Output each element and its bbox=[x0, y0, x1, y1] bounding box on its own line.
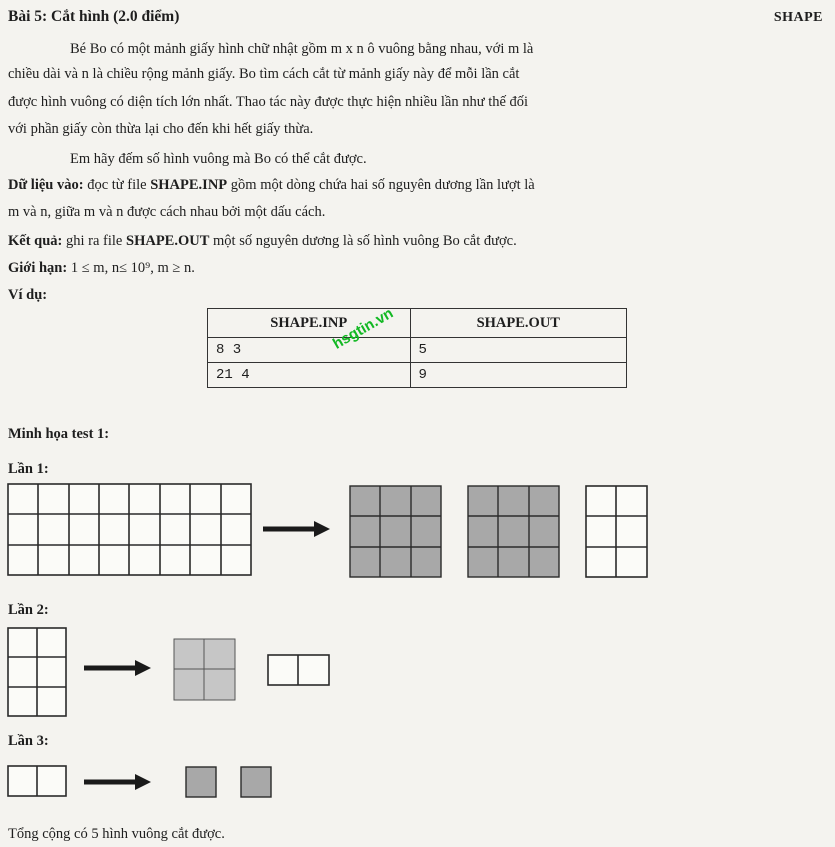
paragraph-line: được hình vuông có diện tích lớn nhất. Thao tác này được thực hiện nhiều lần như thế đối bbox=[8, 94, 529, 110]
problem-code: SHAPE bbox=[773, 10, 823, 25]
table-cell: 8 3 bbox=[208, 338, 411, 363]
shaded-square-2x2 bbox=[174, 639, 235, 700]
table-cell: 5 bbox=[410, 338, 626, 363]
arrow-icon bbox=[84, 774, 151, 790]
illustration-title: Minh họa test 1: bbox=[8, 426, 110, 442]
total-summary: Tổng cộng có 5 hình vuông cắt được. bbox=[8, 826, 225, 842]
table-header-cell: SHAPE.INP bbox=[208, 309, 411, 338]
shaded-square-1x1 bbox=[186, 767, 216, 797]
input-text: đọc từ file bbox=[83, 177, 151, 193]
arrow-icon bbox=[263, 521, 330, 537]
grid-8x3 bbox=[8, 484, 251, 575]
limit-text: 1 ≤ m, n≤ 10⁹, m ≥ n. bbox=[67, 260, 195, 276]
paragraph-question: Em hãy đếm số hình vuông mà Bo có thể cắt được. bbox=[70, 151, 367, 167]
table-cell: 21 4 bbox=[208, 363, 411, 388]
remaining-grid-2x3 bbox=[586, 486, 647, 577]
shaded-square-3x3 bbox=[350, 486, 441, 577]
remaining-grid-2x1 bbox=[268, 655, 329, 685]
input-text: gồm một dòng chứa hai số nguyên dương lần lượt là bbox=[227, 177, 535, 193]
step-label: Lần 2: bbox=[8, 602, 49, 618]
table-cell: 9 bbox=[410, 363, 626, 388]
input-filename: SHAPE.INP bbox=[150, 177, 228, 193]
output-text: một số nguyên dương là số hình vuông Bo cắt được. bbox=[209, 233, 517, 249]
step-label: Lần 3: bbox=[8, 733, 49, 749]
output-filename: SHAPE.OUT bbox=[126, 233, 210, 249]
input-label: Dữ liệu vào: bbox=[8, 177, 84, 193]
grid-2x1 bbox=[8, 766, 66, 796]
paragraph-line: với phần giấy còn thừa lại cho đến khi hết giấy thừa. bbox=[8, 121, 314, 137]
input-description-line2: m và n, giữa m và n được cách nhau bởi một dấu cách. bbox=[8, 204, 326, 220]
paragraph-line: chiều dài và n là chiều rộng mảnh giấy. Bo tìm cách cắt từ mảnh giấy này để mỗi lần cắt bbox=[8, 66, 520, 82]
arrow-icon bbox=[84, 660, 151, 676]
shaded-square-3x3 bbox=[468, 486, 559, 577]
table-header-cell: SHAPE.OUT bbox=[410, 309, 626, 338]
watermark: hsgtin.vn bbox=[330, 304, 397, 353]
example-label: Ví dụ: bbox=[8, 287, 48, 303]
problem-title: Bài 5: Cắt hình (2.0 điểm) bbox=[8, 8, 180, 25]
output-text: ghi ra file bbox=[62, 233, 126, 249]
output-label: Kết quả: bbox=[8, 233, 63, 249]
limit-label: Giới hạn: bbox=[8, 260, 68, 276]
step-label: Lần 1: bbox=[8, 461, 49, 477]
paragraph-line: Bé Bo có một mảnh giấy hình chữ nhật gồm m x n ô vuông bằng nhau, với m là bbox=[70, 41, 534, 57]
shaded-square-1x1 bbox=[241, 767, 271, 797]
grid-2x3 bbox=[8, 628, 66, 716]
